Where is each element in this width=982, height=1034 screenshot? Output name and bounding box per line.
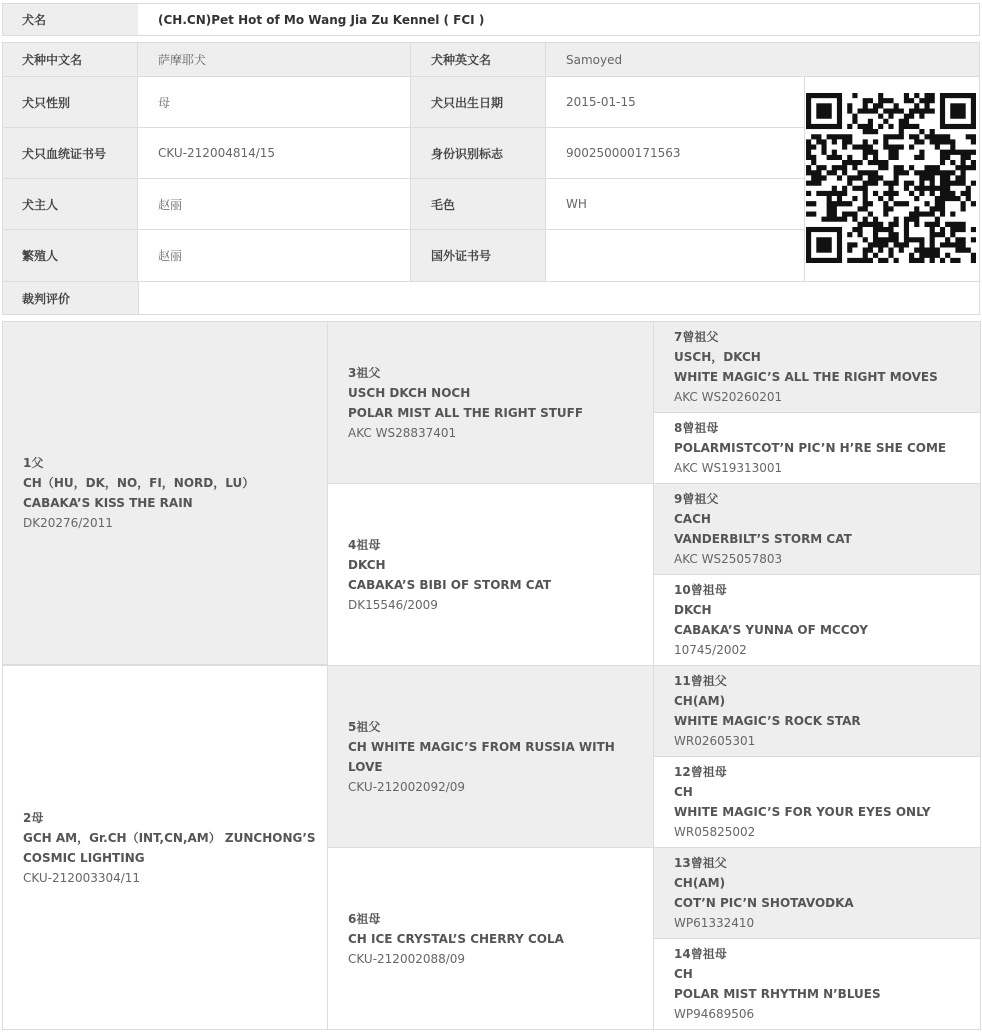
ancestor-number: 1父 bbox=[23, 456, 44, 470]
ancestor-reg: WP61332410 bbox=[674, 916, 755, 930]
ancestor-number: 8曾祖母 bbox=[674, 421, 719, 435]
ancestor-title: DKCH bbox=[674, 603, 712, 617]
ancestor-title: USCH DKCH NOCH bbox=[348, 385, 471, 400]
ancestor-number: 7曾祖父 bbox=[674, 330, 719, 344]
pedigree-cert-label: 犬只血统证书号 bbox=[22, 146, 107, 161]
ancestor-3 bbox=[327, 321, 654, 484]
ancestor-title: GCH AM，Gr.CH（INT,CN,AM） ZUNCHONG’S bbox=[23, 830, 316, 845]
name-value: (CH.CN)Pet Hot of Mo Wang Jia Zu Kennel ( FCI ) bbox=[158, 12, 485, 27]
judge-label: 裁判评价 bbox=[22, 291, 71, 306]
ancestor-11 bbox=[653, 665, 981, 757]
ancestor-number: 11曾祖父 bbox=[674, 674, 727, 688]
ancestor-number: 6祖母 bbox=[348, 911, 381, 926]
ancestor-4 bbox=[327, 483, 654, 666]
ancestor-9 bbox=[653, 483, 981, 575]
ancestor-title: POLAR MIST ALL THE RIGHT STUFF bbox=[348, 405, 584, 420]
ancestor-title: POLARMISTCOT’N PIC’N H’RE SHE COME bbox=[674, 441, 947, 455]
ancestor-number: 10曾祖母 bbox=[674, 583, 727, 597]
ancestor-reg: AKC WS28837401 bbox=[348, 425, 457, 440]
ancestor-5 bbox=[327, 665, 654, 848]
ancestor-title: CH bbox=[674, 967, 693, 981]
ancestor-title: WHITE MAGIC’S ALL THE RIGHT MOVES bbox=[674, 370, 938, 384]
ancestor-reg: AKC WS20260201 bbox=[674, 390, 783, 404]
ancestor-title: CH(AM) bbox=[674, 694, 726, 708]
breeder-value: 赵丽 bbox=[158, 249, 183, 263]
ancestor-title: CABAKA’S YUNNA OF MCCOY bbox=[674, 623, 868, 637]
dob-value: 2015-01-15 bbox=[566, 95, 636, 109]
sex-value: 母 bbox=[158, 95, 171, 110]
id-value: 900250000171563 bbox=[566, 146, 681, 160]
ancestor-title: COT’N PIC’N SHOTAVODKA bbox=[674, 896, 854, 910]
judge-value bbox=[138, 281, 979, 315]
ancestor-title: CACH bbox=[674, 512, 711, 526]
owner-label: 犬主人 bbox=[22, 197, 59, 212]
breed-cn-value: 萨摩耶犬 bbox=[158, 53, 207, 67]
ancestor-number: 13曾祖父 bbox=[674, 856, 727, 870]
ancestor-number: 5祖父 bbox=[348, 719, 381, 734]
foreign-cert-label: 国外证书号 bbox=[431, 249, 492, 263]
ancestor-reg: DK15546/2009 bbox=[348, 597, 438, 612]
ancestor-reg: WR02605301 bbox=[674, 734, 756, 748]
qr-code-icon bbox=[806, 93, 976, 265]
ancestor-title: CABAKA’S KISS THE RAIN bbox=[23, 496, 193, 510]
name-label: 犬名 bbox=[22, 13, 47, 27]
sex-label: 犬只性别 bbox=[22, 95, 71, 110]
ancestor-title: DKCH bbox=[348, 557, 386, 572]
id-label: 身份识别标志 bbox=[431, 146, 504, 161]
breed-cn-label: 犬种中文名 bbox=[22, 53, 83, 67]
ancestor-7 bbox=[653, 321, 981, 413]
ancestor-title: WHITE MAGIC’S ROCK STAR bbox=[674, 714, 861, 728]
ancestor-title: POLAR MIST RHYTHM N’BLUES bbox=[674, 987, 881, 1001]
ancestor-number: 14曾祖母 bbox=[674, 947, 727, 961]
color-label: 毛色 bbox=[431, 197, 456, 212]
ancestor-title: CH（HU，DK，NO，FI，NORD，LU） bbox=[23, 476, 255, 490]
ancestor-title: CH bbox=[674, 785, 693, 799]
ancestor-reg: WR05825002 bbox=[674, 825, 756, 839]
ancestor-6 bbox=[327, 847, 654, 1030]
ancestor-reg: 10745/2002 bbox=[674, 643, 747, 657]
ancestor-title: CABAKA’S BIBI OF STORM CAT bbox=[348, 577, 552, 592]
ancestor-number: 3祖父 bbox=[348, 365, 381, 380]
ancestor-2 bbox=[2, 665, 328, 1030]
ancestor-title: CH(AM) bbox=[674, 876, 726, 890]
owner-value: 赵丽 bbox=[158, 197, 183, 212]
ancestor-8 bbox=[653, 412, 981, 484]
pedigree-cert-value: CKU-212004814/15 bbox=[158, 146, 276, 160]
foreign-cert-value bbox=[546, 230, 804, 281]
ancestor-title: VANDERBILT’S STORM CAT bbox=[674, 532, 852, 546]
dob-label: 犬只出生日期 bbox=[431, 95, 504, 110]
ancestor-14 bbox=[653, 938, 981, 1030]
ancestor-reg: CKU-212002088/09 bbox=[348, 951, 466, 966]
ancestor-number: 4祖母 bbox=[348, 537, 381, 552]
ancestor-12 bbox=[653, 756, 981, 848]
ancestor-title: CH ICE CRYSTAL’S CHERRY COLA bbox=[348, 931, 564, 946]
ancestor-title: COSMIC LIGHTING bbox=[23, 850, 145, 865]
ancestor-number: 12曾祖母 bbox=[674, 765, 727, 779]
divider bbox=[804, 77, 805, 282]
ancestor-1 bbox=[2, 321, 328, 665]
ancestor-reg: CKU-212002092/09 bbox=[348, 779, 466, 794]
ancestor-title: WHITE MAGIC’S FOR YOUR EYES ONLY bbox=[674, 805, 931, 819]
breed-en-value: Samoyed bbox=[566, 52, 623, 67]
ancestor-title: USCH，DKCH bbox=[674, 350, 761, 364]
breeder-label: 繁殖人 bbox=[22, 249, 59, 263]
ancestor-reg: WP94689506 bbox=[674, 1007, 755, 1021]
ancestor-reg: CKU-212003304/11 bbox=[23, 870, 141, 885]
ancestor-reg: AKC WS25057803 bbox=[674, 552, 783, 566]
ancestor-number: 2母 bbox=[23, 810, 44, 825]
ancestor-number: 9曾祖父 bbox=[674, 492, 719, 506]
color-value: WH bbox=[566, 197, 587, 211]
ancestor-10 bbox=[653, 574, 981, 666]
ancestor-title: CH WHITE MAGIC’S FROM RUSSIA WITH LOVE bbox=[348, 739, 615, 774]
breed-en-label: 犬种英文名 bbox=[431, 53, 492, 67]
ancestor-13 bbox=[653, 847, 981, 939]
ancestor-reg: DK20276/2011 bbox=[23, 516, 113, 530]
ancestor-reg: AKC WS19313001 bbox=[674, 461, 783, 475]
